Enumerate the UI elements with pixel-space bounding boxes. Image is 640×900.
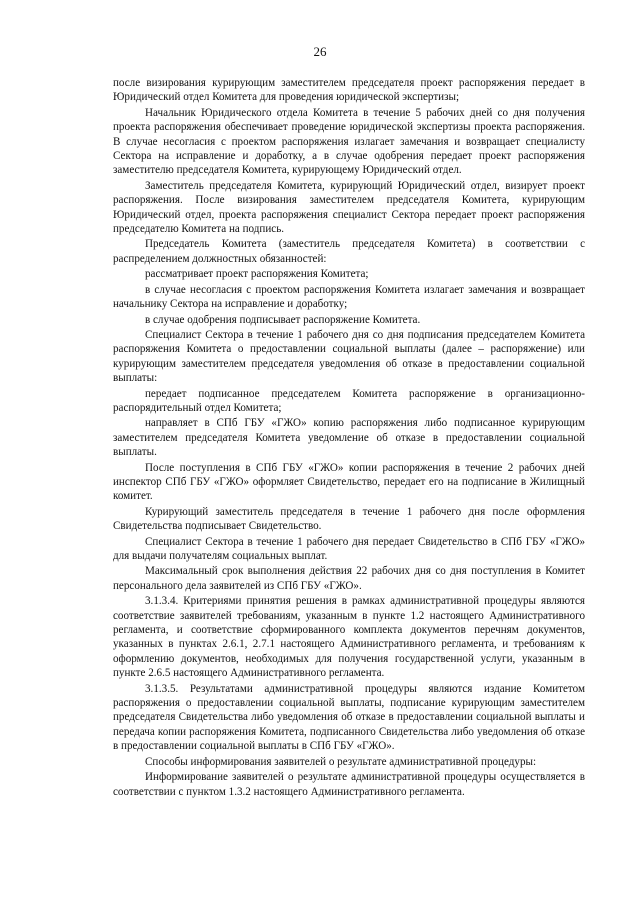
page-number: 26 [313,44,327,59]
paragraph: направляет в СПб ГБУ «ГЖО» копию распоряжения либо подписанное курирующим заместителем председателя Комитета уведомление об отказе в предоставлении социальной выплаты. [113,417,585,459]
document-body [113,76,585,800]
paragraph: передает подписанное председателем Комитета распоряжение в организационно-распорядительный отдел Комитета; [113,387,585,414]
paragraph: рассматривает проект распоряжения Комитета; [145,268,369,281]
paragraph: Максимальный срок выполнения действия 22 рабочих дня со дня поступления в Комитет персонального дела заявителей из СПб ГБУ «ГЖО». [113,565,585,592]
paragraph: Способы информирования заявителей о результате административной процедуры: [145,755,537,768]
paragraph: 3.1.3.4. Критериями принятия решения в рамках административной процедуры являются соответствие заявителей требованиям, указанным в пункте 1.2 настоящего Административного регламента, и соответствие сформированного комплекта документов перечням документов, указанных в пунктах 2.6.1, 2.7.1 настоящего Административного регламента, и требованиям к оформлению документов, необходимых для получения государственной услуги, указанным в пункте 2.6.5 настоящего Административного регламента. [113,595,585,680]
paragraph: Курирующий заместитель председателя в течение 1 рабочего дня после оформления Свидетельства подписывает Свидетельство. [113,505,585,533]
paragraph: после визирования курирующим заместителем председателя проект распоряжения передает в Юридический отдел Комитета для проведения юридической экспертизы; [113,77,585,104]
paragraph: Информирование заявителей о результате административной процедуры осуществляется в соответствии с пунктом 1.3.2 настоящего Административного регламента. [113,771,585,798]
paragraph: Специалист Сектора в течение 1 рабочего дня со дня подписания председателем Комитета распоряжения Комитета о предоставлении социальной выплаты (далее – распоряжение) или курирующим заместителем председателя уведомления об отказе в предоставлении социальной выплаты: [113,328,585,385]
paragraph: Специалист Сектора в течение 1 рабочего дня передает Свидетельство в СПб ГБУ «ГЖО» для выдачи получателям социальных выплат. [113,535,585,562]
paragraph: в случае несогласия с проектом распоряжения Комитета излагает замечания и возвращает начальнику Сектора на исправление и доработку; [113,283,585,311]
paragraph: Начальник Юридического отдела Комитета в течение 5 рабочих дней со дня получения проекта распоряжения обеспечивает проведение юридической экспертизы проекта распоряжения. В случае несогласия с проектом распоряжения излагает замечания и возвращает специалисту Сектора на исправление и доработку, а в случае одобрения передает проект распоряжения заместителю председателя Комитета, курирующему Юридический отдел. [113,106,585,177]
paragraph: После поступления в СПб ГБУ «ГЖО» копии распоряжения в течение 2 рабочих дней инспектор СПб ГБУ «ГЖО» оформляет Свидетельство, передает его на подписание в Жилищный комитет. [113,461,585,503]
paragraph: Председатель Комитета (заместитель председателя Комитета) в соответствии с распределением должностных обязанностей: [113,238,585,265]
paragraph: в случае одобрения подписывает распоряжение Комитета. [145,313,421,326]
paragraph: Заместитель председателя Комитета, курирующий Юридический отдел, визирует проект распоряжения. После визирования заместителем председателя Комитета, курирующим Юридический отдел, проекта распоряжения специалист Сектора передает проект распоряжения председателю Комитета на подпись. [113,179,585,236]
paragraph: 3.1.3.5. Результатами административной процедуры являются издание Комитетом распоряжения о предоставлении социальной выплаты, подписание курирующим заместителем председателя Свидетельства либо уведомления об отказе в предоставлении социальной выплаты и передача копии распоряжения Комитета, подписанного Свидетельства либо уведомления об отказе в предоставлении социальной выплаты в СПб ГБУ «ГЖО». [113,682,585,753]
